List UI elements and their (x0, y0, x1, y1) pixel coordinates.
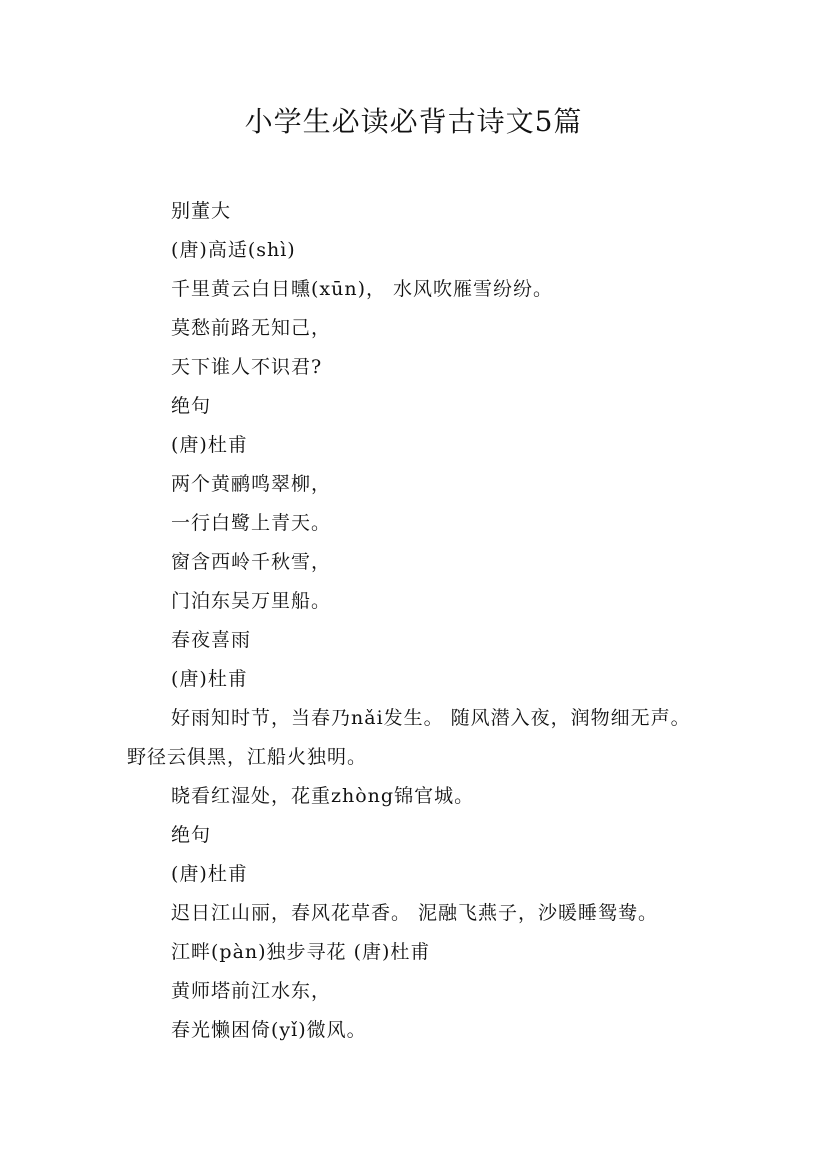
poem-author: (唐)杜甫 (171, 434, 248, 456)
document-title: 小学生必读必背古诗文5篇 (244, 105, 583, 138)
poem-title: 江畔(pàn)独步寻花 (唐)杜甫 (171, 941, 431, 963)
document-body (127, 192, 717, 1050)
poem-line: 晓看红湿处，花重zhòng锦官城。 (171, 785, 475, 807)
poem-line: 两个黄鹂鸣翠柳， (171, 473, 332, 495)
poem-line: 莫愁前路无知己， (171, 317, 332, 339)
poem-title: 绝句 (171, 395, 212, 417)
poem-title: 别董大 (171, 200, 232, 222)
poem-line: 窗含西岭千秋雪， (171, 551, 332, 573)
poem-line: 天下谁人不识君? (171, 356, 323, 378)
poem-line: 黄师塔前江水东， (171, 980, 332, 1002)
poem-line: 门泊东吴万里船。 (171, 590, 332, 612)
poem-title: 春夜喜雨 (171, 629, 252, 651)
poem-author: (唐)杜甫 (171, 668, 248, 690)
poem-line: 一行白鹭上青天。 (171, 512, 332, 534)
poem-title: 绝句 (171, 824, 212, 846)
poem-line: 好雨知时节，当春乃nǎi发生。 随风潜入夜，润物细无声。 野径云俱黑，江船火独明。 (127, 707, 691, 768)
poem-line: 迟日江山丽，春风花草香。 泥融飞燕子，沙暖睡鸳鸯。 (171, 902, 659, 924)
poem-line: 千里黄云白日曛(xūn)， 水风吹雁雪纷纷。 (171, 278, 554, 300)
poem-author: (唐)杜甫 (171, 863, 248, 885)
poem-author: (唐)高适(shì) (171, 239, 296, 261)
poem-line: 春光懒困倚(yǐ)微风。 (171, 1019, 367, 1041)
